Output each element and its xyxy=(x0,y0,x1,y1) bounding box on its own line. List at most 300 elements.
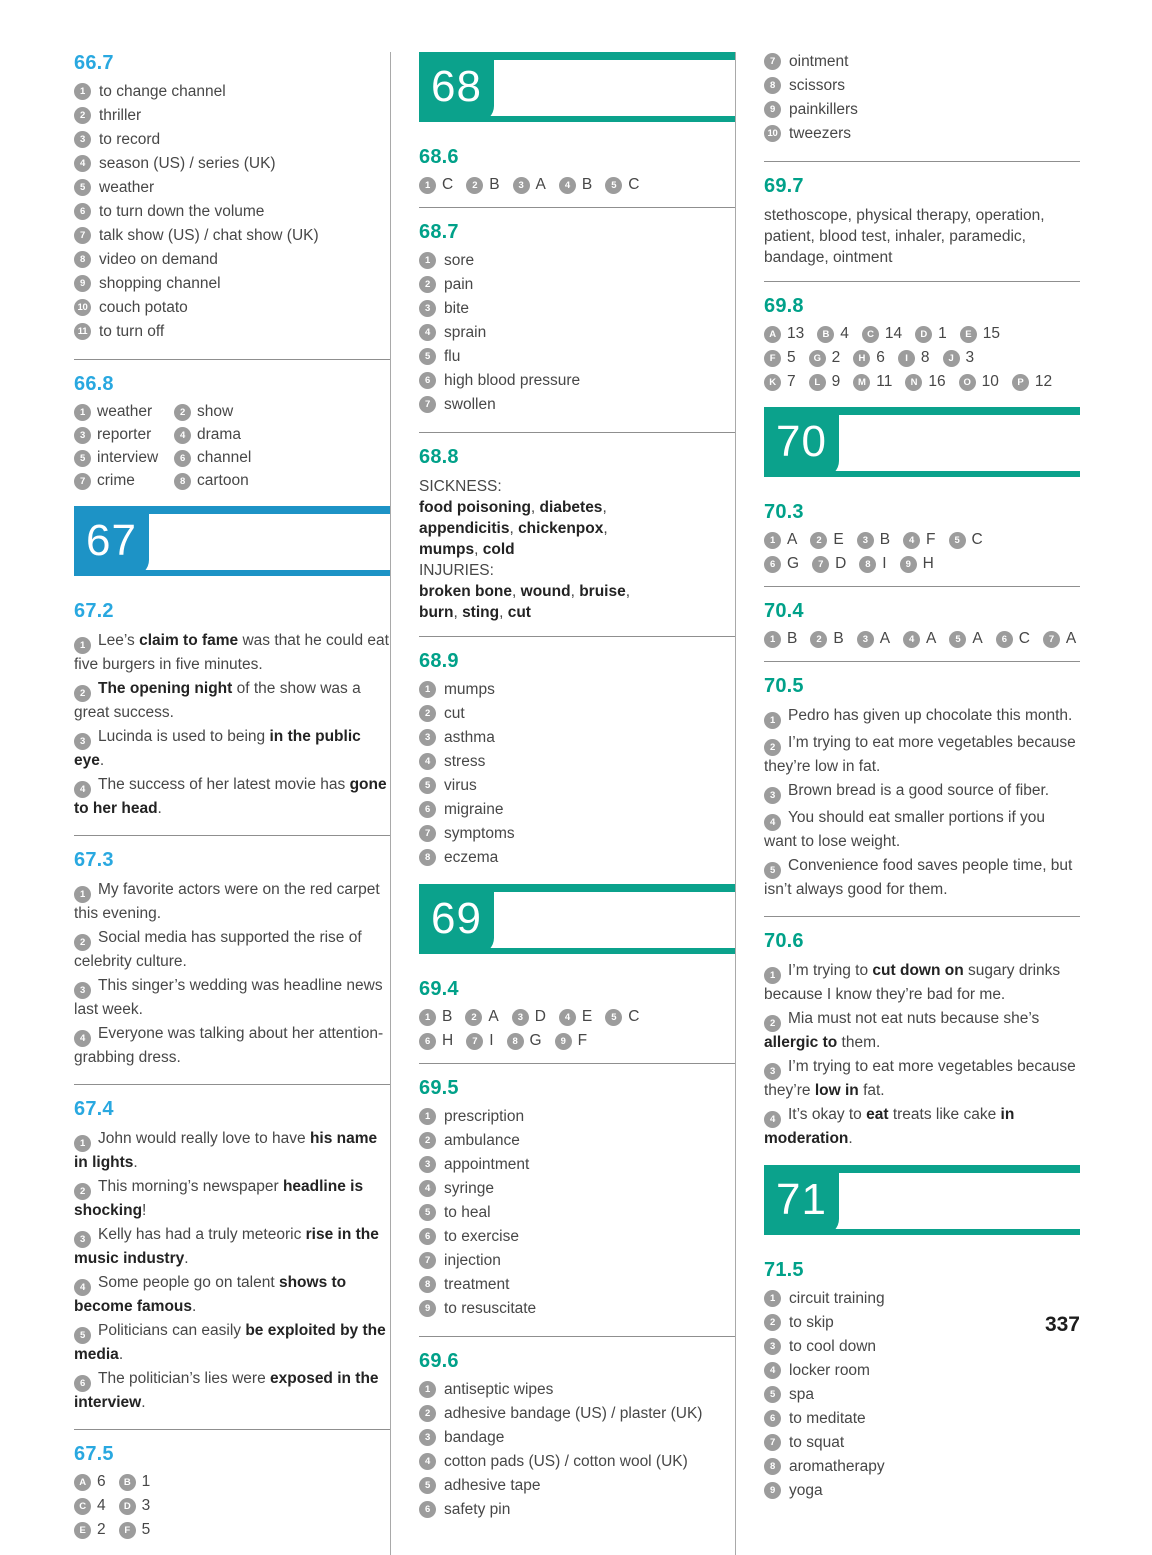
answer-value: F xyxy=(577,1032,588,1049)
number-badge: 5 xyxy=(419,1204,436,1221)
number-badge: 2 xyxy=(74,1183,91,1200)
number-badge: 5 xyxy=(419,1477,436,1494)
sentence-segment: cut down on xyxy=(872,962,964,979)
word-text: channel xyxy=(197,449,252,466)
answer-value: C xyxy=(628,176,640,193)
item-text: adhesive bandage (US) / plaster (UK) xyxy=(444,1405,703,1422)
answer-value: 13 xyxy=(787,325,805,342)
answer-value: I xyxy=(489,1032,494,1049)
list-item xyxy=(419,752,735,772)
answer-pair xyxy=(949,531,983,549)
text-segment: sting xyxy=(462,604,500,621)
sentence-segment: in moderation xyxy=(764,1106,1015,1147)
column-2 xyxy=(390,52,735,1555)
number-badge: 6 xyxy=(174,450,191,467)
answer-value: F xyxy=(926,531,936,548)
answer-row xyxy=(764,555,1080,573)
number-badge: 8 xyxy=(419,849,436,866)
number-badge: 2 xyxy=(764,1015,781,1032)
number-badge: 3 xyxy=(74,427,91,444)
letter-badge: 2 xyxy=(810,532,827,549)
number-badge: 2 xyxy=(419,1405,436,1422)
letter-badge: 5 xyxy=(949,532,966,549)
item-text: circuit training xyxy=(789,1290,885,1307)
answer-row xyxy=(764,349,1080,367)
word-pair xyxy=(74,403,174,421)
sentence-segment: shows to become famous xyxy=(74,1274,347,1315)
letter-badge: 7 xyxy=(466,1033,483,1050)
number-badge: 5 xyxy=(74,450,91,467)
item-text: ointment xyxy=(789,53,849,70)
number-badge: 10 xyxy=(74,299,91,316)
number-badge: 1 xyxy=(419,1108,436,1125)
answer-pair xyxy=(764,630,797,648)
sentence-segment: sugary drinks because I know they’re bad for me. xyxy=(764,962,1061,1003)
section-69-8 xyxy=(764,295,1080,391)
letter-badge: O xyxy=(959,374,976,391)
word-pair xyxy=(74,426,174,444)
section-70-4 xyxy=(764,600,1080,662)
list-item xyxy=(764,1433,1080,1453)
item-text: season (US) / series (UK) xyxy=(99,155,276,172)
number-badge: 1 xyxy=(74,404,91,421)
number-badge: 3 xyxy=(419,1156,436,1173)
section-heading: 66.7 xyxy=(74,52,114,74)
letter-badge: 5 xyxy=(605,1009,622,1026)
answer-value: D xyxy=(835,555,847,572)
number-badge: 2 xyxy=(419,276,436,293)
text-segment: INJURIES: xyxy=(419,562,494,579)
answer-pair xyxy=(764,325,804,343)
list-item xyxy=(74,130,390,150)
item-text: injection xyxy=(444,1252,501,1269)
word-pair-grid xyxy=(74,403,390,490)
word-text: interview xyxy=(97,449,159,466)
text-segment: cut xyxy=(507,604,531,621)
answer-value: A xyxy=(488,1008,499,1025)
answer-value: G xyxy=(529,1032,542,1049)
word-text: weather xyxy=(97,403,153,420)
letter-badge: B xyxy=(119,1474,136,1491)
item-text: bandage xyxy=(444,1429,505,1446)
list-item xyxy=(764,1481,1080,1501)
list-item xyxy=(74,202,390,222)
sentence-item xyxy=(74,1128,390,1173)
answer-row xyxy=(764,325,1080,343)
sentence-segment: You should eat smaller portions if you want to lose weight. xyxy=(764,809,1046,850)
answer-pair xyxy=(903,630,936,648)
list-item xyxy=(764,1337,1080,1357)
item-text: prescription xyxy=(444,1108,525,1125)
list-item xyxy=(419,323,735,343)
answer-value: 3 xyxy=(965,349,975,366)
sentence-segment: fat. xyxy=(858,1082,885,1099)
list-item xyxy=(419,371,735,391)
number-badge: 4 xyxy=(419,324,436,341)
answer-pair xyxy=(1043,630,1076,648)
answer-pair xyxy=(810,630,843,648)
number-badge: 3 xyxy=(74,733,91,750)
answer-value: 7 xyxy=(787,373,796,390)
sentence-item xyxy=(764,1104,1080,1149)
letter-badge: 3 xyxy=(512,1009,529,1026)
answer-value: 15 xyxy=(982,325,1000,342)
letter-badge: E xyxy=(74,1522,91,1539)
item-text: virus xyxy=(444,777,477,794)
answer-pair xyxy=(1012,373,1052,391)
section-heading: 70.4 xyxy=(764,600,804,622)
number-badge: 2 xyxy=(74,934,91,951)
letter-badge: 3 xyxy=(857,532,874,549)
answer-value: B xyxy=(879,531,891,548)
unit-number: 68 xyxy=(431,62,482,111)
unit-number: 67 xyxy=(86,516,137,565)
sentence-item xyxy=(74,774,390,819)
sentence-segment: . xyxy=(192,1298,197,1315)
list-item xyxy=(419,824,735,844)
unit-banner-67 xyxy=(74,506,390,576)
text-segment: cold xyxy=(482,541,515,558)
text-line xyxy=(419,476,735,497)
answer-pair xyxy=(959,373,999,391)
unit-number: 69 xyxy=(431,894,482,943)
list-item xyxy=(419,1131,735,1151)
number-badge: 7 xyxy=(419,396,436,413)
number-badge: 3 xyxy=(74,1231,91,1248)
list-item xyxy=(419,1107,735,1127)
answer-value: 1 xyxy=(938,325,947,342)
sentence-segment: be exploited by the media xyxy=(74,1322,386,1363)
letter-badge: E xyxy=(960,326,977,343)
item-text: syringe xyxy=(444,1180,494,1197)
answer-value: C xyxy=(1018,630,1030,647)
answer-value: E xyxy=(581,1008,593,1025)
answer-value: 8 xyxy=(920,349,930,366)
list-item xyxy=(419,704,735,724)
answer-pair xyxy=(812,555,846,573)
letter-badge: 5 xyxy=(949,631,966,648)
sentence-segment: in the public eye xyxy=(74,728,361,769)
sentence-item xyxy=(764,960,1080,1005)
answer-pair xyxy=(419,1032,453,1050)
number-badge: 5 xyxy=(74,179,91,196)
number-badge: 5 xyxy=(764,862,781,879)
text-segment: chickenpox xyxy=(518,520,604,537)
word-pair xyxy=(174,403,390,421)
item-text: weather xyxy=(99,179,155,196)
answer-pair xyxy=(943,349,975,367)
answer-pair xyxy=(119,1497,151,1515)
letter-badge: 3 xyxy=(857,631,874,648)
number-badge: 1 xyxy=(419,1381,436,1398)
item-text: flu xyxy=(444,348,461,365)
answer-value: 5 xyxy=(787,349,796,366)
sentence-segment: I’m trying to eat more vegetables because they’re low in fat. xyxy=(764,734,1076,775)
letter-badge: I xyxy=(898,350,915,367)
text-segment: food poisoning xyxy=(419,499,531,516)
answer-value: 2 xyxy=(97,1521,106,1538)
list-item xyxy=(419,800,735,820)
list-item xyxy=(419,1500,735,1520)
number-badge: 4 xyxy=(419,1180,436,1197)
letter-badge: F xyxy=(764,350,781,367)
section-67-2 xyxy=(74,600,390,836)
sentence-segment: was that he could eat five burgers in five minutes. xyxy=(74,632,389,673)
letter-badge: 9 xyxy=(900,556,917,573)
number-badge: 4 xyxy=(764,814,781,831)
letter-badge: C xyxy=(862,326,879,343)
number-badge: 7 xyxy=(419,825,436,842)
answer-pair xyxy=(853,349,885,367)
section-66-7 xyxy=(74,52,390,360)
number-badge: 3 xyxy=(74,982,91,999)
item-text: sore xyxy=(444,252,475,269)
item-text: aromatherapy xyxy=(789,1458,885,1475)
list-item xyxy=(419,275,735,295)
item-text: to change channel xyxy=(99,83,226,100)
word-text: drama xyxy=(197,426,241,443)
item-text: appointment xyxy=(444,1156,530,1173)
number-badge: 2 xyxy=(74,107,91,124)
letter-badge: A xyxy=(74,1474,91,1491)
list-item xyxy=(419,1452,735,1472)
section-68-9 xyxy=(419,650,735,868)
answer-value: 3 xyxy=(141,1497,151,1514)
answer-value: 4 xyxy=(840,325,849,342)
section-heading: 67.3 xyxy=(74,849,114,871)
letter-badge: H xyxy=(853,350,870,367)
letter-badge: 7 xyxy=(1043,631,1060,648)
answer-pair xyxy=(810,531,843,549)
number-badge: 3 xyxy=(419,729,436,746)
letter-badge: 1 xyxy=(419,177,436,194)
letter-badge: M xyxy=(853,374,870,391)
sentence-segment: exposed in the interview xyxy=(74,1370,379,1411)
sentence-segment: The opening night xyxy=(98,680,233,697)
number-badge: 7 xyxy=(419,1252,436,1269)
answer-pair xyxy=(605,1008,639,1026)
paragraph-text: stethoscope, physical therapy, operation, patient, blood test, inhaler, paramedic, bandage, ointment xyxy=(764,207,1045,266)
answer-value: H xyxy=(922,555,934,572)
number-badge: 5 xyxy=(764,1386,781,1403)
text-line xyxy=(419,581,735,602)
number-badge: 4 xyxy=(419,1453,436,1470)
unit-banner-69 xyxy=(419,884,735,954)
number-badge: 4 xyxy=(74,781,91,798)
section-71-5 xyxy=(764,1259,1080,1501)
item-text: adhesive tape xyxy=(444,1477,541,1494)
number-badge: 3 xyxy=(419,300,436,317)
text-segment: diabetes xyxy=(539,499,603,516)
text-segment: , xyxy=(509,520,519,537)
list-item xyxy=(419,848,735,868)
number-badge: 2 xyxy=(419,705,436,722)
answer-pair xyxy=(74,1497,106,1515)
number-badge: 1 xyxy=(74,637,91,654)
list-item xyxy=(74,82,390,102)
sentence-segment: eat xyxy=(866,1106,889,1123)
banner-number-box xyxy=(419,884,494,954)
section-heading: 68.7 xyxy=(419,221,459,243)
letter-badge: D xyxy=(915,326,932,343)
list-item xyxy=(419,680,735,700)
answer-pair xyxy=(960,325,1000,343)
answer-value: 6 xyxy=(876,349,885,366)
answer-pair xyxy=(559,1008,592,1026)
answer-pair xyxy=(898,349,930,367)
sentence-segment: This morning’s newspaper xyxy=(98,1178,283,1195)
number-badge: 6 xyxy=(419,1501,436,1518)
list-item xyxy=(419,1179,735,1199)
answer-value: A xyxy=(972,630,983,647)
column-1 xyxy=(74,52,390,1555)
number-badge: 3 xyxy=(74,131,91,148)
text-line xyxy=(419,518,735,539)
number-badge: 3 xyxy=(764,1063,781,1080)
section-69-4 xyxy=(419,978,735,1064)
letter-badge: K xyxy=(764,374,781,391)
word-pair xyxy=(74,472,174,490)
letter-badge: 4 xyxy=(559,177,576,194)
answer-pair xyxy=(466,1032,493,1050)
sentence-segment: of the show was a great success. xyxy=(74,680,361,721)
letter-badge: 1 xyxy=(764,631,781,648)
sentence-item xyxy=(74,879,390,924)
sentence-segment: Mia must not eat nuts because she’s xyxy=(788,1010,1040,1027)
answer-value: 11 xyxy=(876,373,893,390)
unit-banner-68 xyxy=(419,52,735,122)
letter-badge: 6 xyxy=(419,1033,436,1050)
letter-badge: N xyxy=(905,374,922,391)
answer-pair xyxy=(949,630,982,648)
answer-row xyxy=(419,176,735,194)
item-text: video on demand xyxy=(99,251,218,268)
item-text: tweezers xyxy=(789,125,852,142)
answer-value: 4 xyxy=(97,1497,106,1514)
answer-pair xyxy=(809,373,841,391)
answer-pair xyxy=(74,1521,106,1539)
list-item xyxy=(419,1227,735,1247)
answer-value: 9 xyxy=(831,373,841,390)
letter-badge: L xyxy=(809,374,826,391)
answer-pair xyxy=(764,555,799,573)
item-text: mumps xyxy=(444,681,495,698)
answer-pair xyxy=(764,373,796,391)
list-item xyxy=(764,52,1080,72)
section-heading: 69.4 xyxy=(419,978,459,1000)
sentence-item xyxy=(74,1224,390,1269)
sentence-segment: Everyone was talking about her attention-grabbing dress. xyxy=(74,1025,384,1066)
sentence-segment: Kelly has had a truly meteoric xyxy=(98,1226,306,1243)
number-badge: 8 xyxy=(764,1458,781,1475)
answer-pair xyxy=(513,176,546,194)
answer-pair xyxy=(605,176,639,194)
sentence-item xyxy=(74,678,390,723)
letter-badge: 7 xyxy=(812,556,829,573)
item-text: swollen xyxy=(444,396,496,413)
letter-badge: 2 xyxy=(810,631,827,648)
letter-badge: 5 xyxy=(605,177,622,194)
number-badge: 1 xyxy=(764,1290,781,1307)
sentence-item xyxy=(764,855,1080,900)
letter-badge: 4 xyxy=(903,631,920,648)
letter-badge: D xyxy=(119,1498,136,1515)
list-item xyxy=(764,1289,1080,1309)
section-heading: 69.5 xyxy=(419,1077,459,1099)
sentence-segment: The success of her latest movie has xyxy=(98,776,350,793)
unit-number: 71 xyxy=(776,1175,827,1224)
number-badge: 4 xyxy=(174,427,191,444)
sentence-item xyxy=(74,630,390,675)
word-pair xyxy=(174,426,390,444)
answer-row xyxy=(419,1032,735,1050)
sentence-item xyxy=(74,726,390,771)
section-69-6 xyxy=(419,1350,735,1520)
text-line xyxy=(419,497,735,518)
answer-row xyxy=(764,373,1080,391)
sentence-segment: Lucinda is used to being xyxy=(98,728,270,745)
letter-badge: 6 xyxy=(996,631,1013,648)
number-badge: 4 xyxy=(74,1279,91,1296)
number-badge: 7 xyxy=(74,227,91,244)
letter-badge: 9 xyxy=(555,1033,572,1050)
sentence-segment: his name in lights xyxy=(74,1130,378,1171)
item-text: thriller xyxy=(99,107,142,124)
sentence-segment: Lee’s xyxy=(98,632,140,649)
section-68-7 xyxy=(419,221,735,433)
item-text: locker room xyxy=(789,1362,870,1379)
text-segment: wound xyxy=(520,583,571,600)
sentence-segment: The politician’s lies were xyxy=(98,1370,271,1387)
sentence-item xyxy=(764,780,1080,804)
section-70-6 xyxy=(764,930,1080,1149)
number-badge: 6 xyxy=(419,372,436,389)
number-badge: 1 xyxy=(419,252,436,269)
sentence-segment: . xyxy=(133,1154,138,1171)
answer-value: B xyxy=(833,630,844,647)
sentence-item xyxy=(764,1008,1080,1053)
answer-pair xyxy=(419,176,453,194)
section-continued xyxy=(764,52,1080,162)
item-text: to heal xyxy=(444,1204,491,1221)
section-heading: 69.6 xyxy=(419,1350,459,1372)
list-item xyxy=(419,1275,735,1295)
answer-row xyxy=(764,630,1080,648)
list-item xyxy=(74,178,390,198)
list-item xyxy=(419,395,735,415)
answer-pair xyxy=(466,176,499,194)
letter-badge: 4 xyxy=(903,532,920,549)
unit-banner-70 xyxy=(764,407,1080,477)
number-badge: 8 xyxy=(764,77,781,94)
sentence-segment: . xyxy=(118,1346,124,1363)
letter-badge: G xyxy=(809,350,826,367)
item-text: ambulance xyxy=(444,1132,520,1149)
section-68-8 xyxy=(419,446,735,637)
number-badge: 7 xyxy=(764,1434,781,1451)
list-item xyxy=(764,124,1080,144)
answer-pair xyxy=(465,1008,498,1026)
list-item xyxy=(419,1251,735,1271)
letter-badge: A xyxy=(764,326,781,343)
number-badge: 3 xyxy=(764,787,781,804)
number-badge: 11 xyxy=(74,323,91,340)
answer-row xyxy=(419,1008,735,1026)
answer-pair xyxy=(74,1473,106,1491)
sentence-segment: low in xyxy=(814,1082,859,1099)
sentence-segment: gone to her head xyxy=(74,776,387,817)
list-item xyxy=(764,1409,1080,1429)
